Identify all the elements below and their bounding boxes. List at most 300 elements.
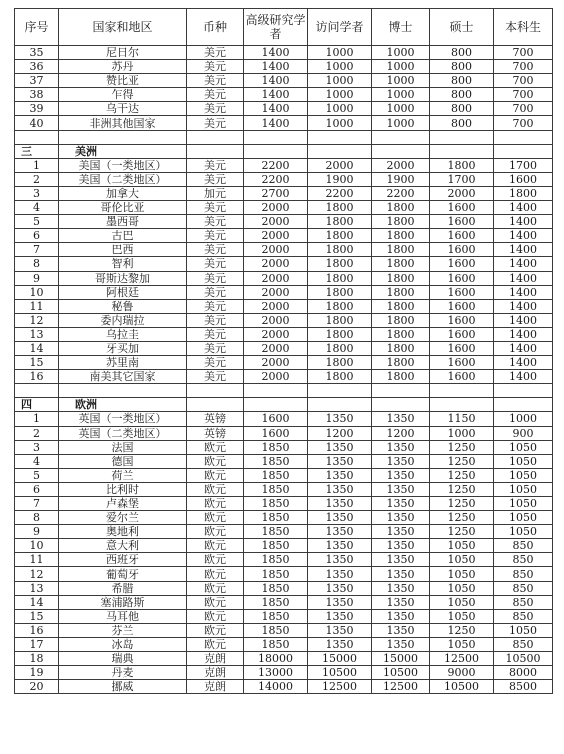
spacer-row: [15, 130, 553, 144]
table-row: [15, 341, 553, 355]
header-country: 国家和地区: [59, 9, 187, 46]
cell-phd: 1350: [372, 497, 430, 511]
cell-undergrad: 1800: [494, 186, 553, 200]
cell-undergrad: 1400: [494, 257, 553, 271]
cell-undergrad: 1400: [494, 201, 553, 215]
cell-undergrad: 700: [494, 74, 553, 88]
table-row: [15, 497, 553, 511]
cell-seq: 7: [15, 243, 59, 257]
cell-senior-scholar: 1600: [244, 412, 308, 426]
cell-visiting-scholar: 1350: [308, 482, 372, 496]
cell-seq: 35: [15, 46, 59, 60]
cell-master: 12500: [430, 652, 494, 666]
cell-visiting-scholar: 1350: [308, 637, 372, 651]
cell-senior-scholar: 1400: [244, 88, 308, 102]
cell-country: 荷兰: [59, 468, 187, 482]
cell-senior-scholar: 2000: [244, 327, 308, 341]
cell-phd: 1800: [372, 243, 430, 257]
cell-country: 美国（一类地区）: [59, 158, 187, 172]
cell-phd: 1350: [372, 539, 430, 553]
cell-master: 1250: [430, 440, 494, 454]
cell-currency: 欧元: [187, 525, 244, 539]
cell-country: 尼日尔: [59, 46, 187, 60]
cell-visiting-scholar: 1800: [308, 313, 372, 327]
table-row: [15, 102, 553, 116]
table-row: [15, 88, 553, 102]
cell-seq: 8: [15, 511, 59, 525]
cell-master: 1250: [430, 497, 494, 511]
cell-visiting-scholar: 2000: [308, 158, 372, 172]
cell-master: 1050: [430, 581, 494, 595]
cell-visiting-scholar: 1800: [308, 327, 372, 341]
cell-phd: 15000: [372, 652, 430, 666]
cell-phd: 1800: [372, 327, 430, 341]
cell-currency: 美元: [187, 201, 244, 215]
cell-visiting-scholar: 1000: [308, 102, 372, 116]
cell-visiting-scholar: 1000: [308, 74, 372, 88]
table-row: [15, 609, 553, 623]
cell-seq: 19: [15, 666, 59, 680]
cell-currency: 欧元: [187, 497, 244, 511]
empty-cell: [244, 144, 308, 158]
cell-phd: 1350: [372, 609, 430, 623]
cell-undergrad: 10500: [494, 652, 553, 666]
cell-master: 800: [430, 60, 494, 74]
table-row: [15, 666, 553, 680]
table-row: [15, 285, 553, 299]
cell-visiting-scholar: 1800: [308, 370, 372, 384]
table-row: [15, 46, 553, 60]
cell-undergrad: 1400: [494, 271, 553, 285]
cell-senior-scholar: 14000: [244, 680, 308, 694]
cell-senior-scholar: 2700: [244, 186, 308, 200]
cell-senior-scholar: 1400: [244, 46, 308, 60]
cell-undergrad: 1050: [494, 511, 553, 525]
cell-phd: 1800: [372, 271, 430, 285]
cell-currency: 美元: [187, 299, 244, 313]
cell-senior-scholar: 1850: [244, 454, 308, 468]
empty-cell: [308, 144, 372, 158]
cell-master: 1050: [430, 637, 494, 651]
cell-seq: 7: [15, 497, 59, 511]
cell-master: 800: [430, 46, 494, 60]
cell-currency: 美元: [187, 74, 244, 88]
cell-master: 1250: [430, 454, 494, 468]
cell-undergrad: 8500: [494, 680, 553, 694]
cell-undergrad: 1050: [494, 623, 553, 637]
cell-visiting-scholar: 10500: [308, 666, 372, 680]
cell-senior-scholar: 2000: [244, 215, 308, 229]
cell-master: 1800: [430, 158, 494, 172]
cell-undergrad: 700: [494, 46, 553, 60]
empty-cell: [308, 384, 372, 398]
table-row: [15, 327, 553, 341]
cell-currency: 欧元: [187, 623, 244, 637]
cell-country: 爱尔兰: [59, 511, 187, 525]
cell-visiting-scholar: 1350: [308, 595, 372, 609]
cell-seq: 12: [15, 567, 59, 581]
cell-master: 1250: [430, 511, 494, 525]
cell-currency: 美元: [187, 257, 244, 271]
cell-currency: 欧元: [187, 581, 244, 595]
cell-currency: 欧元: [187, 468, 244, 482]
table-row: [15, 186, 553, 200]
cell-senior-scholar: 2000: [244, 243, 308, 257]
cell-master: 1600: [430, 356, 494, 370]
table-row: [15, 412, 553, 426]
table-row: [15, 539, 553, 553]
empty-cell: [430, 398, 494, 412]
cell-country: 西班牙: [59, 553, 187, 567]
cell-seq: 14: [15, 341, 59, 355]
cell-master: 1600: [430, 271, 494, 285]
cell-seq: 16: [15, 370, 59, 384]
cell-phd: 1350: [372, 553, 430, 567]
cell-undergrad: 1050: [494, 454, 553, 468]
cell-visiting-scholar: 1000: [308, 60, 372, 74]
empty-cell: [308, 130, 372, 144]
empty-cell: [244, 384, 308, 398]
table-row: [15, 553, 553, 567]
table-row: [15, 257, 553, 271]
cell-phd: 12500: [372, 680, 430, 694]
cell-country: 意大利: [59, 539, 187, 553]
cell-seq: 15: [15, 609, 59, 623]
cell-country: 塞浦路斯: [59, 595, 187, 609]
table-row: [15, 299, 553, 313]
cell-master: 1050: [430, 553, 494, 567]
table-row: [15, 356, 553, 370]
cell-senior-scholar: 1600: [244, 426, 308, 440]
cell-visiting-scholar: 1800: [308, 341, 372, 355]
cell-currency: 美元: [187, 285, 244, 299]
cell-master: 1250: [430, 623, 494, 637]
cell-master: 1000: [430, 426, 494, 440]
table-row: [15, 511, 553, 525]
cell-undergrad: 1400: [494, 356, 553, 370]
cell-country: 奥地利: [59, 525, 187, 539]
empty-cell: [59, 384, 187, 398]
header-row: [15, 9, 553, 46]
cell-senior-scholar: 18000: [244, 652, 308, 666]
cell-country: 哥伦比亚: [59, 201, 187, 215]
cell-undergrad: 1600: [494, 172, 553, 186]
cell-currency: 美元: [187, 229, 244, 243]
cell-phd: 1350: [372, 468, 430, 482]
cell-phd: 1800: [372, 341, 430, 355]
cell-visiting-scholar: 1350: [308, 581, 372, 595]
empty-cell: [15, 130, 59, 144]
cell-visiting-scholar: 1800: [308, 271, 372, 285]
cell-senior-scholar: 2000: [244, 341, 308, 355]
cell-country: 墨西哥: [59, 215, 187, 229]
header-phd: 博士: [372, 9, 430, 46]
table-row: [15, 313, 553, 327]
cell-phd: 1800: [372, 257, 430, 271]
cell-seq: 9: [15, 525, 59, 539]
cell-senior-scholar: 1850: [244, 581, 308, 595]
table-row: [15, 637, 553, 651]
cell-senior-scholar: 2000: [244, 285, 308, 299]
cell-senior-scholar: 2000: [244, 356, 308, 370]
cell-visiting-scholar: 1800: [308, 356, 372, 370]
cell-undergrad: 1400: [494, 299, 553, 313]
cell-senior-scholar: 13000: [244, 666, 308, 680]
cell-undergrad: 1050: [494, 525, 553, 539]
cell-phd: 1350: [372, 525, 430, 539]
cell-country: 乌拉圭: [59, 327, 187, 341]
cell-visiting-scholar: 1350: [308, 497, 372, 511]
cell-seq: 13: [15, 327, 59, 341]
cell-visiting-scholar: 1800: [308, 229, 372, 243]
cell-visiting-scholar: 1800: [308, 201, 372, 215]
cell-master: 1600: [430, 201, 494, 215]
header-undergrad: 本科生: [494, 9, 553, 46]
cell-seq: 2: [15, 172, 59, 186]
empty-cell: [15, 384, 59, 398]
empty-cell: [372, 398, 430, 412]
table-row: [15, 581, 553, 595]
cell-phd: 1800: [372, 370, 430, 384]
cell-phd: 2200: [372, 186, 430, 200]
cell-phd: 1350: [372, 511, 430, 525]
cell-seq: 16: [15, 623, 59, 637]
cell-currency: 欧元: [187, 567, 244, 581]
cell-seq: 13: [15, 581, 59, 595]
cell-seq: 1: [15, 412, 59, 426]
cell-currency: 欧元: [187, 539, 244, 553]
cell-master: 1700: [430, 172, 494, 186]
cell-phd: 1350: [372, 440, 430, 454]
cell-master: 800: [430, 74, 494, 88]
header-senior-scholar: 高级研究学者: [244, 9, 308, 46]
cell-senior-scholar: 1850: [244, 440, 308, 454]
section-number: 三: [15, 144, 59, 158]
empty-cell: [494, 130, 553, 144]
cell-undergrad: 1050: [494, 482, 553, 496]
cell-currency: 欧元: [187, 482, 244, 496]
cell-country: 冰岛: [59, 637, 187, 651]
cell-master: 1600: [430, 313, 494, 327]
cell-country: 挪威: [59, 680, 187, 694]
cell-senior-scholar: 1400: [244, 116, 308, 130]
cell-seq: 3: [15, 440, 59, 454]
cell-currency: 欧元: [187, 440, 244, 454]
cell-master: 1600: [430, 285, 494, 299]
cell-country: 智利: [59, 257, 187, 271]
cell-senior-scholar: 2000: [244, 271, 308, 285]
cell-currency: 加元: [187, 186, 244, 200]
cell-undergrad: 1400: [494, 370, 553, 384]
cell-currency: 欧元: [187, 595, 244, 609]
table-row: [15, 440, 553, 454]
cell-phd: 1350: [372, 595, 430, 609]
section-name: 美洲: [59, 144, 187, 158]
cell-country: 非洲其他国家: [59, 116, 187, 130]
cell-country: 委内瑞拉: [59, 313, 187, 327]
cell-country: 希腊: [59, 581, 187, 595]
section-row: [15, 144, 553, 158]
cell-undergrad: 850: [494, 637, 553, 651]
cell-country: 葡萄牙: [59, 567, 187, 581]
cell-senior-scholar: 1850: [244, 539, 308, 553]
cell-visiting-scholar: 1350: [308, 440, 372, 454]
cell-seq: 10: [15, 285, 59, 299]
cell-master: 1600: [430, 341, 494, 355]
empty-cell: [244, 130, 308, 144]
cell-country: 乌干达: [59, 102, 187, 116]
cell-currency: 美元: [187, 116, 244, 130]
cell-senior-scholar: 2000: [244, 313, 308, 327]
cell-country: 赞比亚: [59, 74, 187, 88]
cell-visiting-scholar: 1000: [308, 116, 372, 130]
cell-visiting-scholar: 1350: [308, 609, 372, 623]
cell-seq: 9: [15, 271, 59, 285]
cell-seq: 10: [15, 539, 59, 553]
cell-master: 1250: [430, 468, 494, 482]
cell-seq: 15: [15, 356, 59, 370]
cell-undergrad: 1400: [494, 341, 553, 355]
cell-currency: 欧元: [187, 553, 244, 567]
table-row: [15, 201, 553, 215]
cell-currency: 美元: [187, 341, 244, 355]
cell-visiting-scholar: 1350: [308, 511, 372, 525]
cell-seq: 40: [15, 116, 59, 130]
cell-visiting-scholar: 1800: [308, 257, 372, 271]
cell-master: 1600: [430, 243, 494, 257]
table-row: [15, 158, 553, 172]
empty-cell: [59, 130, 187, 144]
cell-visiting-scholar: 12500: [308, 680, 372, 694]
cell-undergrad: 1000: [494, 412, 553, 426]
cell-phd: 1900: [372, 172, 430, 186]
cell-visiting-scholar: 1000: [308, 88, 372, 102]
cell-master: 1600: [430, 327, 494, 341]
cell-phd: 1350: [372, 567, 430, 581]
table-row: [15, 468, 553, 482]
cell-undergrad: 1400: [494, 285, 553, 299]
cell-currency: 美元: [187, 158, 244, 172]
cell-phd: 1350: [372, 581, 430, 595]
cell-country: 美国（二类地区）: [59, 172, 187, 186]
cell-country: 苏里南: [59, 356, 187, 370]
header-seq: 序号: [15, 9, 59, 46]
cell-currency: 英镑: [187, 426, 244, 440]
cell-phd: 1800: [372, 215, 430, 229]
cell-senior-scholar: 1400: [244, 74, 308, 88]
table-row: [15, 172, 553, 186]
cell-currency: 美元: [187, 243, 244, 257]
cell-currency: 美元: [187, 46, 244, 60]
table-row: [15, 454, 553, 468]
cell-currency: 美元: [187, 88, 244, 102]
cell-country: 阿根廷: [59, 285, 187, 299]
cell-seq: 5: [15, 468, 59, 482]
empty-cell: [187, 398, 244, 412]
table-row: [15, 74, 553, 88]
cell-seq: 18: [15, 652, 59, 666]
empty-cell: [308, 398, 372, 412]
cell-master: 800: [430, 88, 494, 102]
cell-master: 2000: [430, 186, 494, 200]
cell-senior-scholar: 2000: [244, 370, 308, 384]
cell-undergrad: 850: [494, 539, 553, 553]
cell-undergrad: 1400: [494, 327, 553, 341]
cell-undergrad: 1400: [494, 313, 553, 327]
cell-senior-scholar: 2000: [244, 229, 308, 243]
cell-phd: 1350: [372, 454, 430, 468]
cell-phd: 10500: [372, 666, 430, 680]
cell-visiting-scholar: 1350: [308, 539, 372, 553]
cell-seq: 39: [15, 102, 59, 116]
section-name: 欧洲: [59, 398, 187, 412]
cell-master: 1050: [430, 567, 494, 581]
cell-phd: 1800: [372, 285, 430, 299]
cell-currency: 美元: [187, 102, 244, 116]
cell-visiting-scholar: 1000: [308, 46, 372, 60]
table-row: [15, 116, 553, 130]
cell-seq: 37: [15, 74, 59, 88]
cell-visiting-scholar: 1350: [308, 454, 372, 468]
cell-currency: 英镑: [187, 412, 244, 426]
cell-senior-scholar: 1850: [244, 553, 308, 567]
cell-currency: 美元: [187, 356, 244, 370]
cell-undergrad: 1400: [494, 243, 553, 257]
cell-master: 1600: [430, 257, 494, 271]
cell-visiting-scholar: 1350: [308, 623, 372, 637]
cell-currency: 欧元: [187, 454, 244, 468]
cell-country: 加拿大: [59, 186, 187, 200]
section-row: [15, 398, 553, 412]
cell-visiting-scholar: 1800: [308, 285, 372, 299]
cell-undergrad: 850: [494, 595, 553, 609]
cell-senior-scholar: 2200: [244, 172, 308, 186]
cell-master: 1600: [430, 370, 494, 384]
cell-undergrad: 700: [494, 60, 553, 74]
cell-phd: 1350: [372, 623, 430, 637]
cell-senior-scholar: 1400: [244, 102, 308, 116]
cell-undergrad: 850: [494, 609, 553, 623]
cell-master: 1150: [430, 412, 494, 426]
cell-visiting-scholar: 2200: [308, 186, 372, 200]
cell-country: 英国（一类地区）: [59, 412, 187, 426]
cell-currency: 美元: [187, 172, 244, 186]
cell-seq: 36: [15, 60, 59, 74]
cell-undergrad: 1050: [494, 468, 553, 482]
spacer-row: [15, 384, 553, 398]
cell-seq: 4: [15, 454, 59, 468]
cell-master: 1600: [430, 299, 494, 313]
cell-visiting-scholar: 1800: [308, 243, 372, 257]
cell-senior-scholar: 2000: [244, 257, 308, 271]
cell-currency: 美元: [187, 271, 244, 285]
cell-undergrad: 1050: [494, 440, 553, 454]
cell-undergrad: 8000: [494, 666, 553, 680]
table-row: [15, 243, 553, 257]
table-row: [15, 370, 553, 384]
cell-master: 1250: [430, 482, 494, 496]
cell-master: 1250: [430, 525, 494, 539]
cell-visiting-scholar: 15000: [308, 652, 372, 666]
empty-cell: [372, 130, 430, 144]
cell-visiting-scholar: 1350: [308, 525, 372, 539]
header-master: 硕士: [430, 9, 494, 46]
cell-undergrad: 850: [494, 553, 553, 567]
cell-phd: 1000: [372, 46, 430, 60]
cell-currency: 欧元: [187, 637, 244, 651]
table-row: [15, 595, 553, 609]
table-row: [15, 215, 553, 229]
